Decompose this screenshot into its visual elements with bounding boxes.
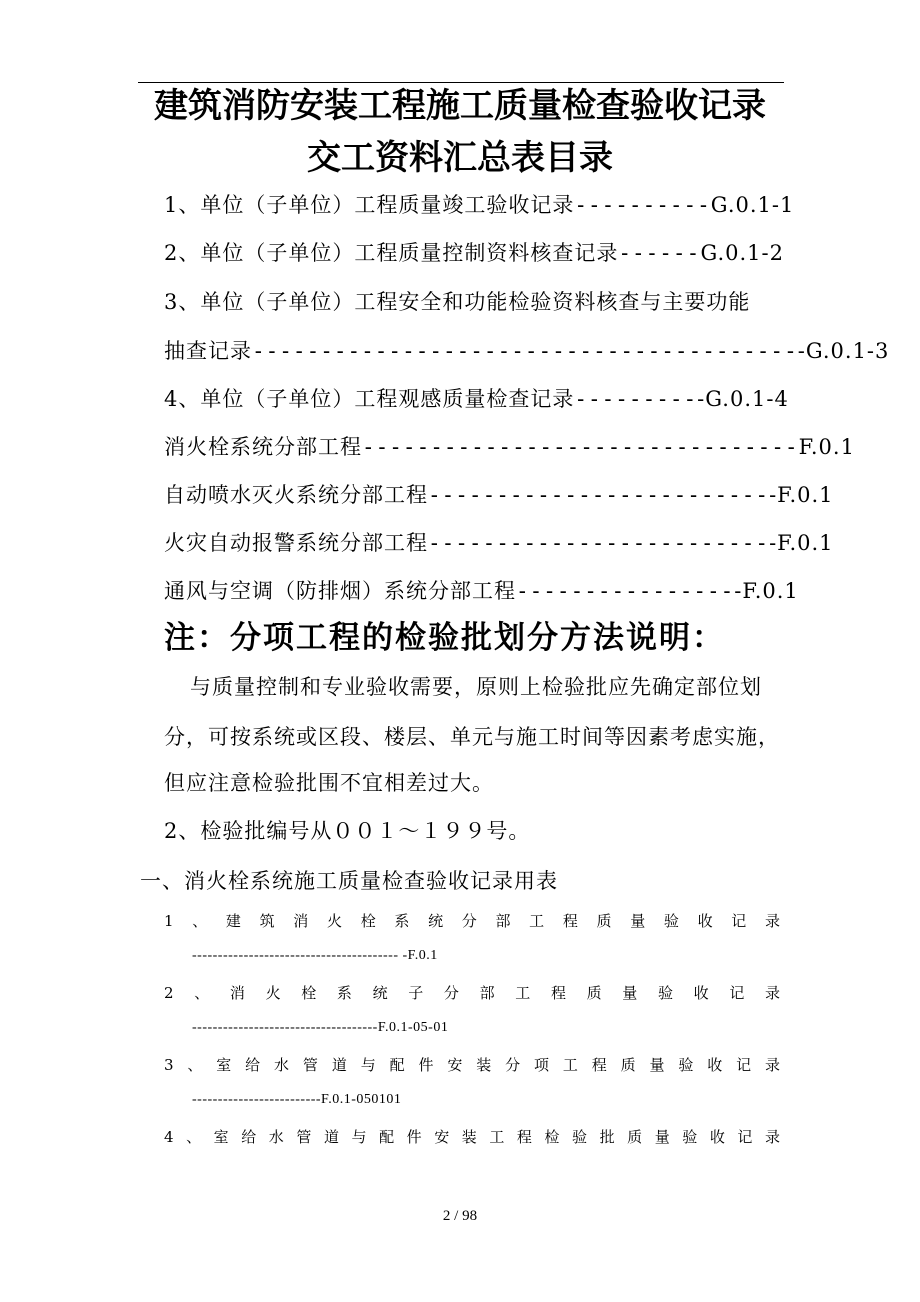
toc-label: 1、单位（子单位）工程质量竣工验收记录: [164, 193, 575, 217]
toc-leader: -------------------------: [428, 531, 770, 555]
toc-code: G.0.1-1: [710, 193, 795, 217]
document-title: 建筑消防安装工程施工质量检查验收记录: [154, 86, 766, 126]
toc-label: 4、单位（子单位）工程观感质量检查记录: [164, 387, 575, 411]
toc-label: 通风与空调（防排烟）系统分部工程: [164, 579, 516, 603]
form-item-code: ------------------------------------F.0.1-05-01: [192, 1020, 449, 1035]
form-item: [164, 1126, 793, 1148]
toc-code: -F.0.1: [769, 483, 834, 507]
note-paragraph-line: 与质量控制和专业验收需要，原则上检验批应先确定部位划: [190, 675, 762, 699]
toc-entry: [164, 190, 795, 220]
toc-code: -G.0.1-3: [797, 339, 890, 363]
toc-entry: [164, 238, 784, 268]
toc-leader: -------------------------: [428, 483, 770, 507]
toc-entry: [164, 576, 799, 606]
toc-code: F.0.1: [798, 435, 855, 459]
form-item-code: ---------------------------------------- -F.0.1: [192, 948, 438, 963]
toc-label: 抽查记录: [164, 339, 252, 363]
toc-entry: [164, 384, 789, 414]
form-item: [164, 982, 801, 1004]
toc-leader: ---------: [574, 387, 698, 411]
toc-leader: ----------------------------------------: [252, 339, 798, 363]
toc-label: 2、单位（子单位）工程质量控制资料核查记录: [164, 241, 619, 265]
toc-label: 消火栓系统分部工程: [164, 435, 362, 459]
toc-entry: [164, 528, 834, 558]
page-number: 2 / 98: [442, 1208, 478, 1224]
form-item-text: 2、消火栓系统子分部工程质量验收记录: [164, 984, 801, 1002]
toc-entry: [164, 480, 834, 510]
toc-label: 自动喷水灭火系统分部工程: [164, 483, 428, 507]
toc-code: -F.0.1: [734, 579, 799, 603]
toc-leader: --------------------------------: [362, 435, 799, 459]
form-item-text: 1、建筑消火栓系统分部工程质量验收记录: [164, 912, 799, 930]
form-item: [164, 910, 799, 932]
toc-leader: ------: [618, 241, 701, 265]
toc-entry: [164, 432, 855, 462]
form-item-code: -------------------------F.0.1-050101: [192, 1092, 402, 1107]
toc-label: 火灾自动报警系统分部工程: [164, 531, 428, 555]
note-paragraph-line: 分，可按系统或区段、楼层、单元与施工时间等因素考虑实施，: [164, 725, 780, 749]
toc-leader: ----------: [574, 193, 711, 217]
note-paragraph-line: 但应注意检验批围不宜相差过大。: [164, 771, 494, 795]
header-rule: [138, 82, 784, 83]
form-item-text: 3、室给水管道与配件安装分项工程质量验收记录: [164, 1056, 794, 1074]
form-item: [164, 1054, 794, 1076]
toc-code: G.0.1-2: [700, 241, 784, 265]
toc-entry-continued: 3、单位（子单位）工程安全和功能检验资料核查与主要功能: [164, 290, 751, 314]
toc-code: -G.0.1-4: [697, 387, 789, 411]
toc-entry: [164, 336, 890, 366]
toc-leader: ----------------: [516, 579, 735, 603]
toc-code: -F.0.1: [769, 531, 834, 555]
document-subtitle: 交工资料汇总表目录: [307, 138, 613, 178]
note-heading: 注：分项工程的检验批划分方法说明：: [164, 620, 725, 656]
section-heading: 一、消火栓系统施工质量检查验收记录用表: [140, 869, 558, 893]
note-item: 2、检验批编号从００１～１９９号。: [164, 819, 531, 843]
form-item-text: 4、室给水管道与配件安装工程检验批质量验收记录: [164, 1128, 793, 1146]
